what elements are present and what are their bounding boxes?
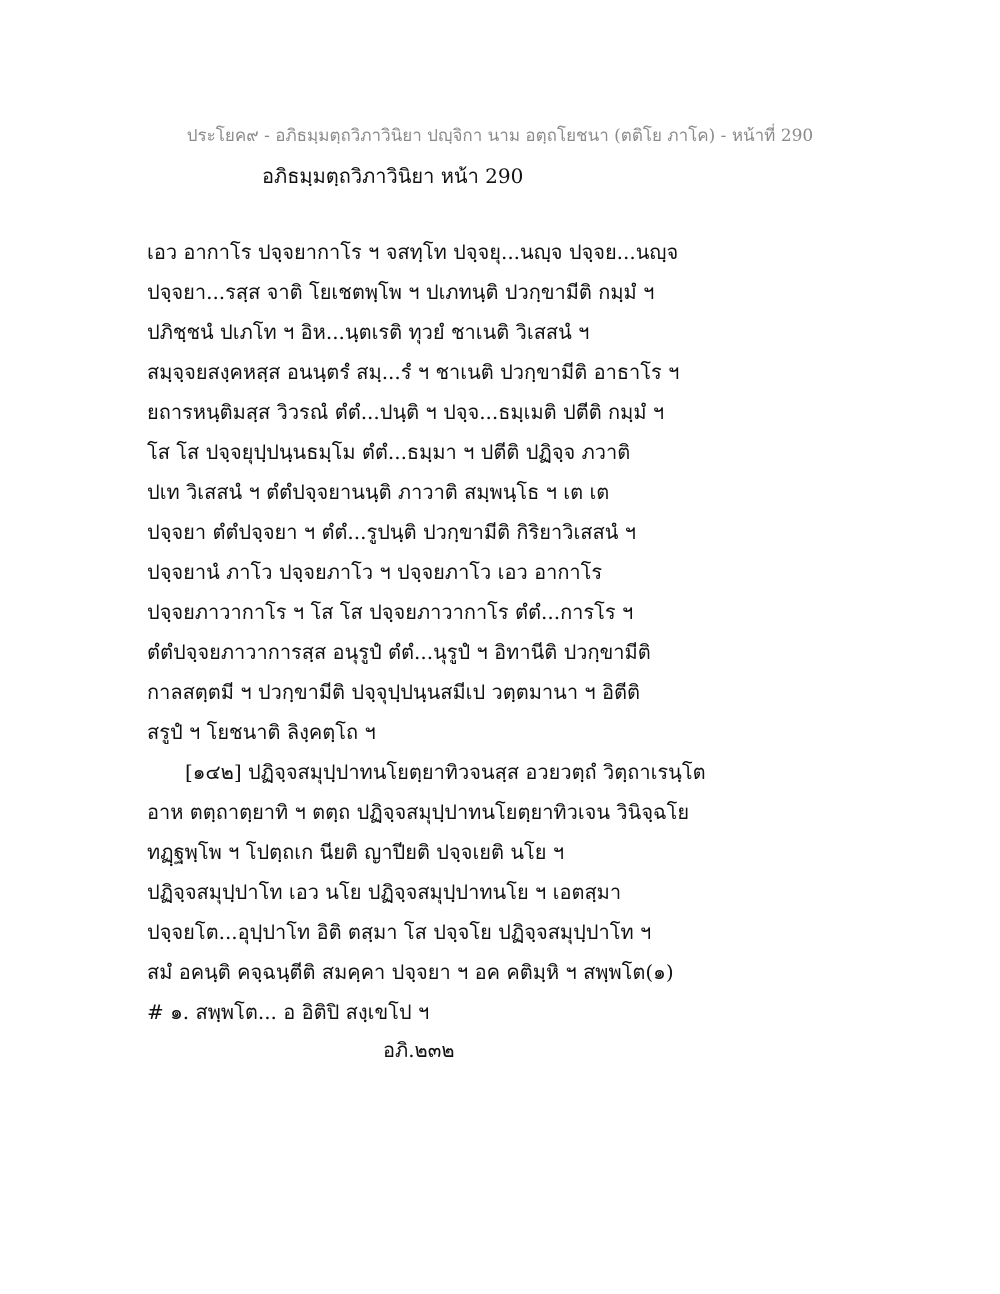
text-line: สมฺจฺจยสงฺคหสฺส อนนฺตรํ สมฺ...รํ ฯ ชาเนติ ปวกฺขามีติ อาธาโร ฯ — [147, 360, 680, 384]
text-line: ปจฺจยา ตํตํปจฺจยา ฯ ตํตํ...รูปนฺติ ปวกฺขามีติ กิริยาวิเสสนํ ฯ — [147, 520, 636, 544]
text-line: ยถารหนฺติมสฺส วิวรณํ ตํตํ...ปนฺติ ฯ ปจฺจ...ธมฺเมติ ปตีติ กมฺมํ ฯ — [147, 400, 665, 424]
text-line: กาลสตฺตมี ฯ ปวกฺขามีติ ปจฺจุปฺปนฺนสมีเป วตฺตมานา ฯ อิตีติ — [147, 680, 640, 704]
text-line: ปภิชฺชนํ ปเภโท ฯ อิห...นฺตเรติ ทุวยํ ชาเนติ วิเสสนํ ฯ — [147, 320, 590, 344]
text-line: ปฏิจฺจสมุปฺปาโท เอว นโย ปฏิจฺจสมุปฺปาทนโย ฯ เอตสฺมา — [147, 880, 622, 904]
text-line: ปจฺจยโต...อุปฺปาโท อิติ ตสฺมา โส ปจฺจโย ปฏิจฺจสมุปฺปาโท ฯ — [147, 920, 652, 944]
footnote: # ๑. สพฺพโต... อ อิติปิ สงฺเขโป ฯ — [147, 1000, 430, 1024]
running-header: ประโยค๙ - อภิธมฺมตฺถวิภาวินิยา ปญฺจิกา นาม อตฺถโยชนา (ตติโย ภาโค) - หน้าที่ 290 — [186, 126, 814, 146]
paragraph-start-line: [๑๔๒] ปฏิจฺจสมุปฺปาทนโยตฺยาทิวจนสฺส อวยวตฺถํ วิตฺถาเรนฺโต — [185, 760, 706, 784]
text-line: ปเท วิเสสนํ ฯ ตํตํปจฺจยานนฺติ ภาวาติ สมฺพนฺโธ ฯ เต เต — [147, 480, 610, 504]
text-line: ปจฺจยานํ ภาโว ปจฺจยภาโว ฯ ปจฺจยภาโว เอว อากาโร — [147, 560, 603, 584]
page-title: อภิธมฺมตฺถวิภาวินิยา หน้า 290 — [262, 164, 524, 188]
text-line: ตํตํปจฺจยภาวาการสฺส อนุรูปํ ตํตํ...นุรูปํ ฯ อิทานีติ ปวกฺขามีติ — [147, 640, 651, 664]
text-line: ทฏฺฐพฺโพ ฯ โปตฺถเก นียติ ญาปียติ ปจฺจเยติ นโย ฯ — [147, 840, 565, 864]
text-line: สมํ อคนฺติ คจฺฉนฺตีติ สมคฺคา ปจฺจยา ฯ อค คติมฺหิ ฯ สพฺพโต(๑) — [147, 960, 674, 984]
text-line: อาห ตตฺถาตฺยาทิ ฯ ตตฺถ ปฏิจฺจสมุปฺปาทนโยตฺยาทิวเจน วินิจฺฉโย — [147, 800, 690, 824]
text-line: โส โส ปจฺจยุปฺปนฺนธมฺโม ตํตํ...ธมฺมา ฯ ปตีติ ปฏิจฺจ ภวาติ — [147, 440, 631, 464]
text-line: ปจฺจยภาวากาโร ฯ โส โส ปจฺจยภาวากาโร ตํตํ...การโร ฯ — [147, 600, 634, 624]
text-line: ปจฺจยา...รสฺส จาติ โยเชตพฺโพ ฯ ปเภทนฺติ ปวกฺขามีติ กมฺมํ ฯ — [147, 280, 655, 304]
text-line: เอว อากาโร ปจฺจยากาโร ฯ จสทฺโท ปจฺจยุ...นญฺจ ปจฺจย...นญฺจ — [147, 240, 679, 264]
text-line: สรูปํ ฯ โยชนาติ ลิงฺคตฺโถ ฯ — [147, 720, 376, 744]
body-text — [147, 232, 707, 1032]
page-code: อภิ.๒๓๒ — [383, 1038, 455, 1062]
